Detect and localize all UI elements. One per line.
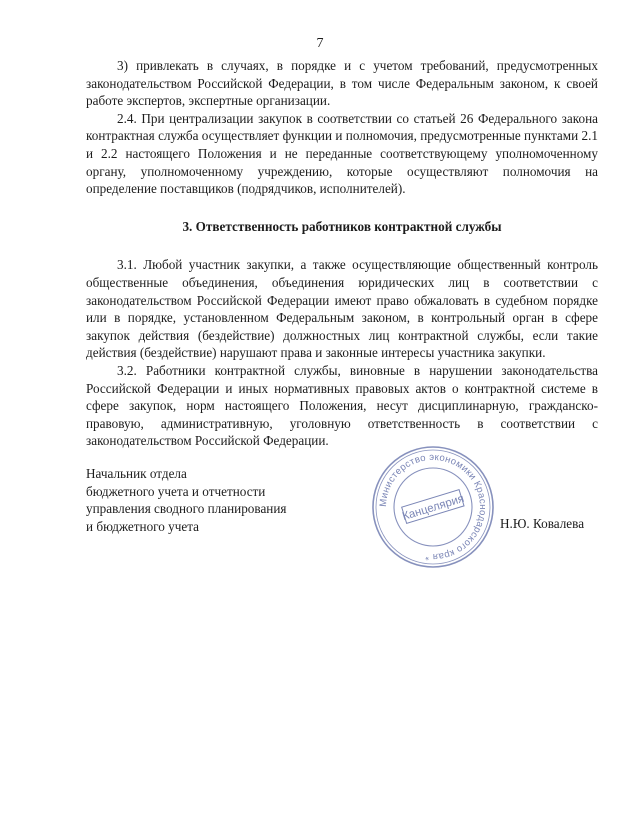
signatory-title-line: управления сводного планирования <box>86 501 287 517</box>
paragraph-2-4: 2.4. При централизации закупок в соответствии со статьей 26 Федерального закона контрактная служба осуществляет функции и полномочия, предусмотренные пунктами 2.1 и 2.2 настоящего Положения и не переданные соответствующему уполномоченному органу, уполномоченному учреждению, которые осуществляют полномочия на определение поставщиков (подрядчиков, исполнителей). <box>86 110 598 197</box>
stamp-center-text: Канцелярия <box>400 492 466 524</box>
paragraph-3-1: 3.1. Любой участник закупки, а также осуществляющие общественный контроль общественные объединения, объединения юридических лиц в соответствии с законодательством Российской Федерации имеют право обжаловать в судебном порядке или в порядке, установленном Федеральным законом, в контрольный орган в сфере закупок действия (бездействие) должностных лиц контрактной службы, если такие действия (бездействие) нарушают права и законные интересы участника закупки. <box>86 257 598 361</box>
signatory-title-line: и бюджетного учета <box>86 518 199 534</box>
document-body <box>86 57 598 450</box>
signatory-title-line: Начальник отдела <box>86 466 187 481</box>
paragraph-2-3-3: 3) привлекать в случаях, в порядке и с учетом требований, предусмотренных законодательством Российской Федерации, в том числе Федеральным законом, к своей работе экспертов, экспертные организации. <box>86 58 598 109</box>
signatory-title-line: бюджетного учета и отчетности <box>86 483 266 499</box>
stamp-graphic <box>369 443 497 571</box>
stamp-ring-text: Министерство экономики Краснодарского края * <box>377 451 489 563</box>
office-stamp <box>369 443 497 571</box>
page-number: 7 <box>316 36 324 51</box>
signatory-title <box>86 465 286 535</box>
section-3-heading: 3. Ответственность работников контрактной службы <box>182 218 502 234</box>
signatory-name: Н.Ю. Ковалева <box>500 516 585 531</box>
paragraph-3-2: 3.2. Работники контрактной службы, виновные в нарушении законодательства Российской Федерации и иных нормативных правовых актов о контрактной системе в сфере закупок, норм настоящего Положения, несут дисциплинарную, гражданско-правовую, административную, уголовную ответственность в соответствии с законодательством Российской Федерации. <box>86 362 598 449</box>
